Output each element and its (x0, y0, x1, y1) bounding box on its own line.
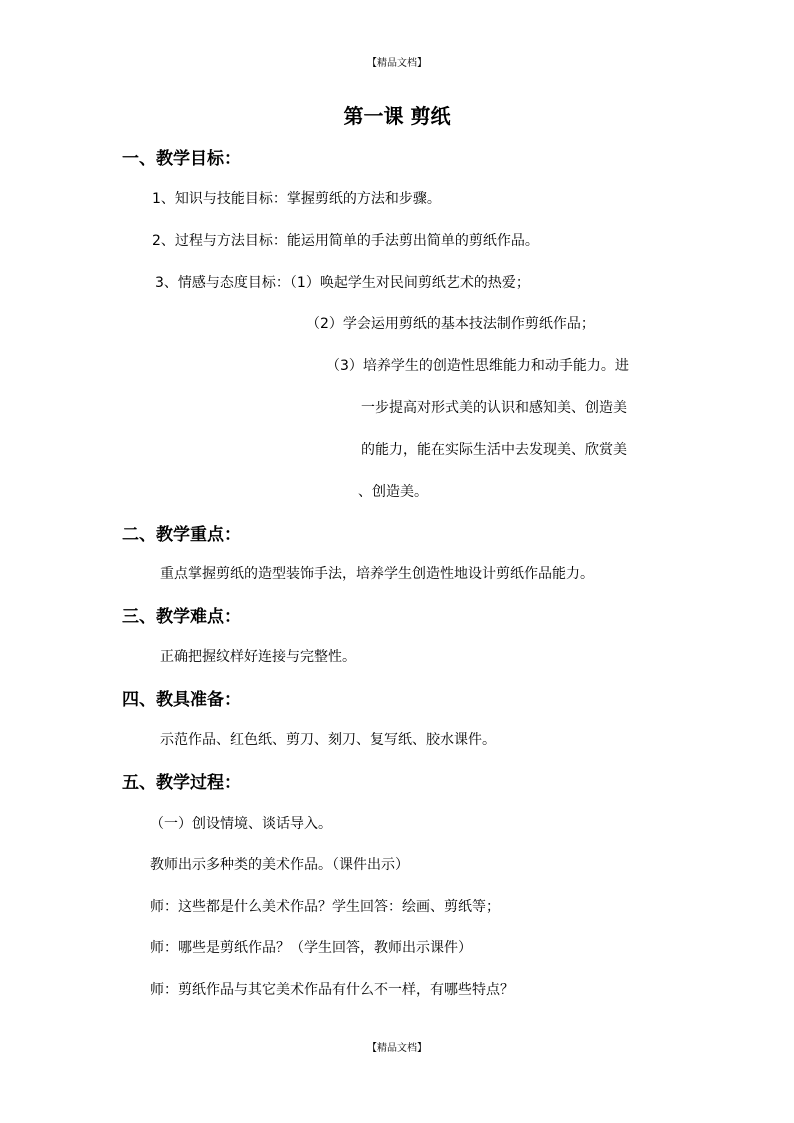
objective-attitude-3-cont-1: 一步提高对形式美的认识和感知美、创造美 (361, 400, 627, 416)
section-heading-key-points: 二、教学重点： (122, 525, 241, 545)
document-title: 第一课 剪纸 (343, 104, 451, 128)
process-line-3: 师：这些都是什么美术作品？学生回答：绘画、剪纸等； (150, 899, 500, 915)
objective-knowledge: 1、知识与技能目标：掌握剪纸的方法和步骤。 (152, 191, 441, 207)
section-heading-process: 五、教学过程： (122, 773, 241, 793)
process-line-5: 师：剪纸作品与其它美术作品有什么不一样，有哪些特点？ (150, 982, 514, 998)
objective-attitude-3-cont-2: 的能力，能在实际生活中去发现美、欣赏美 (361, 442, 627, 458)
process-line-4: 师：哪些是剪纸作品？（学生回答，教师出示课件） (150, 940, 472, 956)
difficulty-text: 正确把握纹样好连接与完整性。 (160, 649, 356, 665)
section-heading-objectives: 一、教学目标： (122, 149, 241, 169)
section-heading-materials: 四、教具准备： (122, 690, 241, 710)
process-step-1: （一）创设情境、谈话导入。 (150, 816, 332, 832)
objective-attitude-3-cont-3: 、创造美。 (358, 484, 428, 500)
section-heading-difficulties: 三、教学难点： (122, 607, 241, 627)
page-footer: 【精品文档】 (367, 1043, 427, 1054)
page-header: 【精品文档】 (367, 58, 427, 69)
process-line-2: 教师出示多种类的美术作品。（课件出示） (150, 857, 409, 873)
objective-attitude-2: （2）学会运用剪纸的基本技法制作剪纸作品； (306, 316, 595, 332)
materials-text: 示范作品、红色纸、剪刀、刻刀、复写纸、胶水课件。 (160, 732, 496, 748)
objective-attitude-3: （3）培养学生的创造性思维能力和动手能力。进 (326, 358, 629, 374)
objective-process: 2、过程与方法目标：能运用简单的手法剪出简单的剪纸作品。 (152, 233, 539, 249)
objective-attitude: 3、情感与态度目标：（1）唤起学生对民间剪纸艺术的热爱； (155, 275, 530, 291)
key-point-text: 重点掌握剪纸的造型装饰手法，培养学生创造性地设计剪纸作品能力。 (160, 566, 594, 582)
